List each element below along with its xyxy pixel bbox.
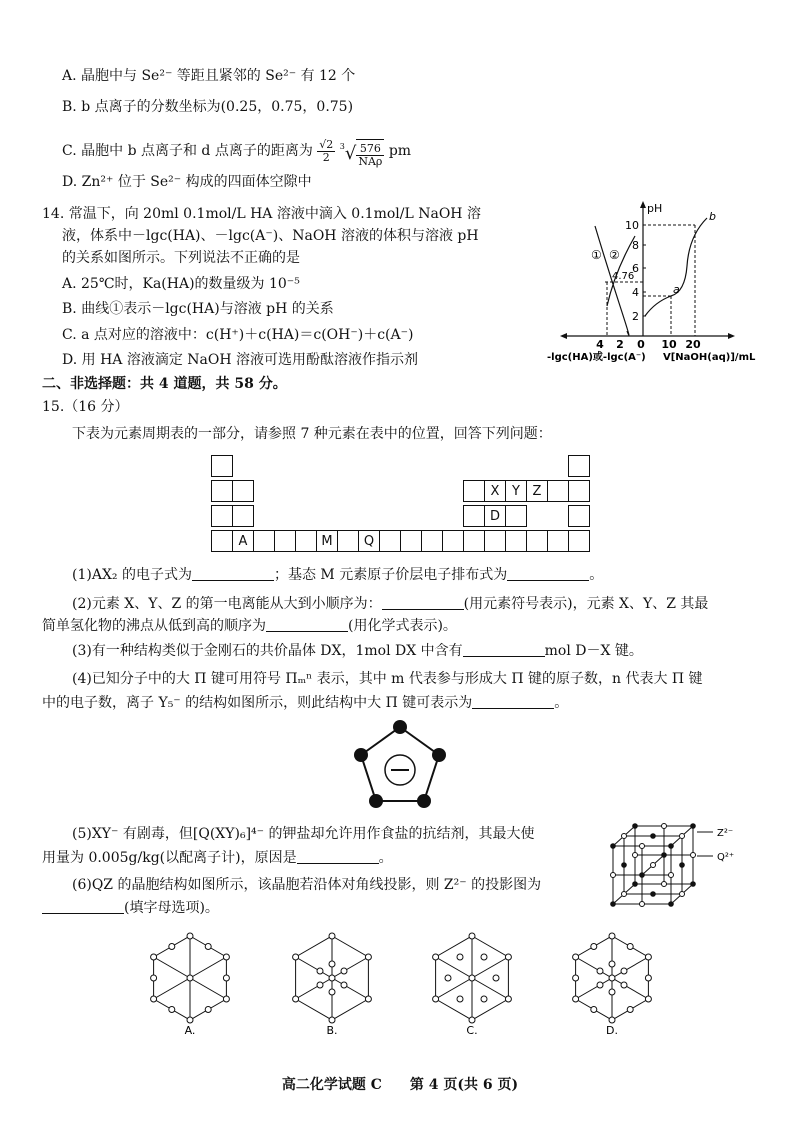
answer-blank-5[interactable] xyxy=(297,849,379,864)
q13-option-c-cuberoot: $^3$√ $\frac{576}{\text{NAρ}}$ xyxy=(340,132,385,170)
pt-cell xyxy=(463,530,485,552)
point-a-label: a xyxy=(673,283,680,296)
pt-cell xyxy=(547,530,569,552)
atom xyxy=(369,794,383,808)
pt-cell xyxy=(400,530,422,552)
x-axis-arrow xyxy=(728,333,735,339)
choice-d-diagram[interactable] xyxy=(573,933,652,1023)
pt-cell xyxy=(484,530,506,552)
q15-part4-text-b: 中的电子数，离子 Y₅⁻ 的结构如图所示，则此结构中大 Π 键可表示为 xyxy=(42,695,473,711)
pt-cell xyxy=(232,480,254,502)
y-tick-10: 10 xyxy=(625,219,639,232)
z-ion-label: Z²⁻ xyxy=(717,828,734,839)
pt-cell xyxy=(568,455,590,477)
x-left-label: -lgc(HA)或-lgc(A⁻) xyxy=(547,352,646,363)
q15-part5-text-b: 用量为 0.005g/kg(以配离子计)，原因是 xyxy=(42,850,297,866)
q13-option-a: A. 晶胞中与 Se²⁻ 等距且紧邻的 Se²⁻ 有 12 个 xyxy=(62,68,356,84)
q15-part2-text-a: (2)元素 X、Y、Z 的第一电离能从大到小顺序为： xyxy=(72,596,382,612)
q15-part1-text-b: ；基态 M 元素原子价层电子排布式为 xyxy=(273,567,508,583)
pentagon-bonds xyxy=(361,727,439,801)
q15-part2-line1 xyxy=(72,594,708,614)
choice-b-label[interactable]: B. xyxy=(326,1024,338,1037)
pt-cell-q: Q xyxy=(358,530,380,552)
q15-header: 15.（16 分） xyxy=(42,399,129,415)
y-axis-label: pH xyxy=(647,202,663,215)
pt-cell xyxy=(463,505,485,527)
q14-option-c: C. a 点对应的溶液中：c(H⁺)＋c(HA)＝c(OH⁻)＋c(A⁻) xyxy=(62,327,414,343)
q15-intro: 下表为元素周期表的一部分，请参照 7 种元素在表中的位置，回答下列问题： xyxy=(72,426,552,442)
q15-part4-text-c: 。 xyxy=(554,695,569,711)
answer-blank-2b[interactable] xyxy=(266,617,348,632)
q15-part6-line2 xyxy=(42,898,219,918)
titration-curve xyxy=(645,218,707,316)
pt-cell xyxy=(526,530,548,552)
answer-blank-6[interactable] xyxy=(42,899,124,914)
choice-c-diagram[interactable] xyxy=(433,933,512,1023)
q15-part3 xyxy=(72,641,643,661)
pt-cell xyxy=(505,505,527,527)
q13-option-c-sqrt2: √2 xyxy=(319,137,334,151)
q-ion-label: Q²⁺ xyxy=(717,852,735,863)
q14-stem-line2: 液，体系中－lgc(HA)、－lgc(A⁻)、NaOH 溶液的体积与溶液 pH xyxy=(62,228,479,244)
q14-stem-line1: 14. 常温下，向 20ml 0.1mol/L HA 溶液中滴入 0.1mol/L NaOH 溶 xyxy=(42,206,481,222)
choice-a-diagram[interactable] xyxy=(151,933,230,1023)
pt-cell xyxy=(232,505,254,527)
pt-cell-x: X xyxy=(484,480,506,502)
pt-cell xyxy=(421,530,443,552)
q13-option-c-fraction xyxy=(317,139,335,164)
curve-1-label: ① xyxy=(591,248,602,262)
pt-cell xyxy=(568,505,590,527)
choice-d-label[interactable]: D. xyxy=(606,1024,618,1037)
y-axis-arrow xyxy=(640,201,646,208)
q15-part2-text-b: (用元素符号表示)，元素 X、Y、Z 其最 xyxy=(463,596,709,612)
projection-choices xyxy=(140,930,680,1040)
y-tick-8: 8 xyxy=(632,239,639,252)
answer-blank-1a[interactable] xyxy=(192,566,274,581)
q15-part2-text-c: 简单氢化物的沸点从低到高的顺序为 xyxy=(42,618,266,634)
pt-cell xyxy=(295,530,317,552)
q13-option-c-den: NAρ xyxy=(358,154,383,168)
q14-option-a: A. 25℃时，Ka(HA)的数量级为 10⁻⁵ xyxy=(62,276,300,292)
q14-option-b: B. 曲线①表示－lgc(HA)与溶液 pH 的关系 xyxy=(62,301,334,317)
x-tick-20: 20 xyxy=(685,338,701,351)
pt-cell-z: Z xyxy=(526,480,548,502)
pt-cell xyxy=(463,480,485,502)
q15-part5-line2 xyxy=(42,848,393,868)
q14-stem-line3: 的关系如图所示。下列说法不正确的是 xyxy=(62,250,300,266)
pt-cell xyxy=(253,530,275,552)
pt-cell xyxy=(568,480,590,502)
q13-option-c xyxy=(62,132,412,168)
q15-part6-text-b: (填字母选项)。 xyxy=(124,900,219,916)
pt-cell xyxy=(547,480,569,502)
section2-heading: 二、非选择题：共 4 道题，共 58 分。 xyxy=(42,376,287,392)
q13-option-d: D. Zn²⁺ 位于 Se²⁻ 构成的四面体空隙中 xyxy=(62,174,312,190)
pt-cell xyxy=(211,480,233,502)
choice-b-diagram[interactable] xyxy=(293,933,372,1023)
answer-blank-3[interactable] xyxy=(463,642,545,657)
q15-part3-text-b: mol D－X 键。 xyxy=(544,643,643,659)
y-tick-2: 2 xyxy=(632,310,639,323)
x-axis-left-arrow xyxy=(560,333,567,339)
choice-c-label[interactable]: C. xyxy=(466,1024,478,1037)
atom xyxy=(417,794,431,808)
pt-cell xyxy=(211,505,233,527)
pt-cell xyxy=(211,530,233,552)
y-tick-6: 6 xyxy=(632,262,639,275)
q13-option-c-two: 2 xyxy=(322,150,330,164)
y-tick-4: 4 xyxy=(632,286,639,299)
q15-part2-text-d: (用化学式表示)。 xyxy=(348,618,457,634)
q14-ph-graph xyxy=(545,196,760,366)
pt-cell xyxy=(568,530,590,552)
x-left-tick-2: 2 xyxy=(616,338,624,351)
curve-2-label: ② xyxy=(609,248,620,262)
answer-blank-2a[interactable] xyxy=(382,595,464,610)
atom xyxy=(393,720,407,734)
pt-cell xyxy=(442,530,464,552)
pt-cell-a: A xyxy=(232,530,254,552)
page-footer: 高二化学试题 C 第 4 页(共 6 页) xyxy=(281,1077,519,1093)
q15-part4-line1: (4)已知分子中的大 Π 键可用符号 Πₘⁿ 表示，其中 m 代表参与形成大 Π 键的原子数，n 代表大 Π 键 xyxy=(72,671,703,687)
q14-option-d: D. 用 HA 溶液滴定 NaOH 溶液可选用酚酞溶液作指示剂 xyxy=(62,352,419,368)
q15-part5-line1: (5)XY⁻ 有剧毒，但[Q(XY)₆]⁴⁻ 的钾盐却允许用作食盐的抗结剂，其最大使 xyxy=(72,826,535,842)
q15-part3-text-a: (3)有一种结构类似于金刚石的共价晶体 DX，1mol DX 中含有 xyxy=(72,643,463,659)
pt-cell xyxy=(379,530,401,552)
q13-option-c-text: C. 晶胞中 b 点离子和 d 点离子的距离为 xyxy=(62,143,313,159)
q15-part1-text-a: (1)AX₂ 的电子式为 xyxy=(72,567,192,583)
y5-structure-diagram xyxy=(345,715,455,815)
pka-marker: 4.76 xyxy=(612,271,635,282)
choice-a-label[interactable]: A. xyxy=(184,1024,196,1037)
q15-part2-line2 xyxy=(42,616,457,636)
point-b-label: b xyxy=(709,210,716,223)
answer-blank-1b[interactable] xyxy=(507,566,589,581)
pt-cell-y: Y xyxy=(505,480,527,502)
atom xyxy=(432,748,446,762)
pt-cell xyxy=(274,530,296,552)
q15-part1 xyxy=(72,565,603,585)
pt-cell-d: D xyxy=(484,505,506,527)
q13-option-c-index: 3 xyxy=(339,142,345,151)
q13-option-b: B. b 点离子的分数坐标为(0.25，0.75，0.75) xyxy=(62,99,354,115)
pt-cell-m: M xyxy=(316,530,338,552)
q15-part6-line1: (6)QZ 的晶胞结构如图所示，该晶胞若沿体对角线投影，则 Z²⁻ 的投影图为 xyxy=(72,877,542,893)
qz-unit-cell-diagram xyxy=(605,818,770,913)
x-tick-0: 0 xyxy=(637,338,645,351)
q15-part1-text-c: 。 xyxy=(589,567,604,583)
x-tick-10: 10 xyxy=(661,338,677,351)
x-left-tick-4: 4 xyxy=(596,338,604,351)
atom xyxy=(354,748,368,762)
answer-blank-4[interactable] xyxy=(472,694,554,709)
q13-option-c-unit: pm xyxy=(388,143,412,159)
pt-cell xyxy=(211,455,233,477)
x-right-label: V[NaOH(aq)]/mL xyxy=(663,352,756,363)
q13-option-c-num: 576 xyxy=(356,143,384,156)
q15-part4-line2 xyxy=(42,693,568,713)
pt-cell xyxy=(505,530,527,552)
pt-cell xyxy=(337,530,359,552)
q15-part5-text-c: 。 xyxy=(378,850,393,866)
